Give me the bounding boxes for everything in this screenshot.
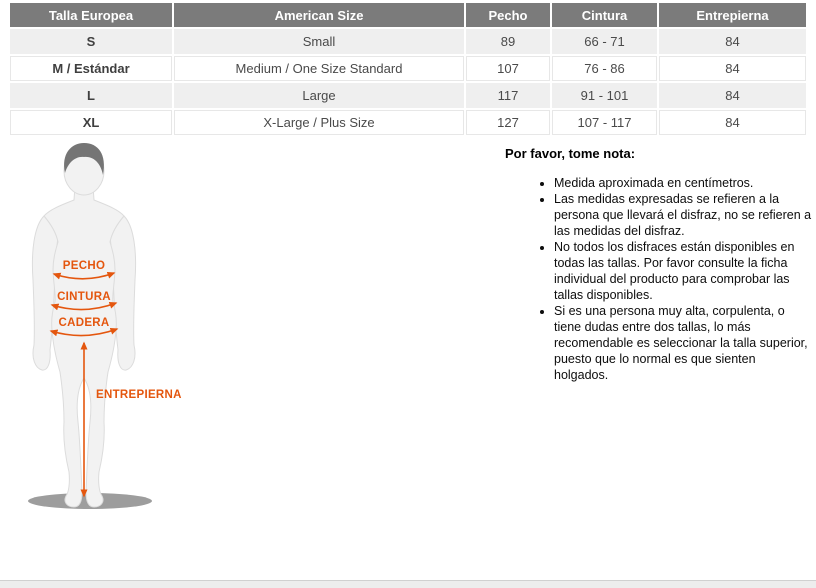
table-cell: 127 <box>466 110 550 135</box>
body-measurement-diagram <box>20 140 192 520</box>
table-cell: 84 <box>659 83 806 108</box>
table-header-row <box>10 3 806 27</box>
table-cell: L <box>10 83 172 108</box>
table-cell: 107 <box>466 56 550 81</box>
table-row <box>10 83 806 108</box>
table-cell: 66 - 71 <box>552 29 657 54</box>
chest-label: PECHO <box>62 260 106 272</box>
table-row <box>10 56 806 81</box>
table-row <box>10 110 806 135</box>
column-header: Entrepierna <box>659 3 806 27</box>
table-cell: 117 <box>466 83 550 108</box>
table-cell: Medium / One Size Standard <box>174 56 464 81</box>
note-bullet: • Si es una persona muy alta, corpulenta, o tiene dudas entre dos tallas, lo más recomendable es seleccionar la talla superior, puesto que lo normal es que sienten holgados. <box>554 303 815 383</box>
table-cell: 107 - 117 <box>552 110 657 135</box>
notes-title: Por favor, tome nota: <box>505 146 636 161</box>
bottom-divider-bar <box>0 580 816 588</box>
table-cell: 84 <box>659 29 806 54</box>
note-bullet: • No todos los disfraces están disponibles en todas las tallas. Por favor consulte la ficha individual del producto para comprobar las tallas disponibles. <box>554 239 815 303</box>
size-table-body <box>10 29 806 135</box>
table-cell: 84 <box>659 56 806 81</box>
size-chart-table <box>8 1 808 137</box>
table-cell: 89 <box>466 29 550 54</box>
waist-label: CINTURA <box>57 291 111 303</box>
table-cell: XL <box>10 110 172 135</box>
table-cell: 84 <box>659 110 806 135</box>
note-bullet: • Las medidas expresadas se refieren a la persona que llevará el disfraz, no se refieren a las medidas del disfraz. <box>554 191 815 239</box>
column-header: Talla Europea <box>10 3 172 27</box>
column-header: American Size <box>174 3 464 27</box>
inseam-label: ENTREPIERNA <box>96 389 182 401</box>
notes-list <box>505 175 815 383</box>
table-cell: M / Estándar <box>10 56 172 81</box>
hip-label: CADERA <box>58 317 110 329</box>
table-cell: 76 - 86 <box>552 56 657 81</box>
table-row <box>10 29 806 54</box>
table-cell: Small <box>174 29 464 54</box>
table-cell: X-Large / Plus Size <box>174 110 464 135</box>
notes-section <box>505 146 815 383</box>
note-bullet: • Medida aproximada en centímetros. <box>554 175 815 191</box>
column-header: Cintura <box>552 3 657 27</box>
table-cell: Large <box>174 83 464 108</box>
column-header: Pecho <box>466 3 550 27</box>
table-cell: S <box>10 29 172 54</box>
body-figure-svg <box>20 140 192 520</box>
table-cell: 91 - 101 <box>552 83 657 108</box>
